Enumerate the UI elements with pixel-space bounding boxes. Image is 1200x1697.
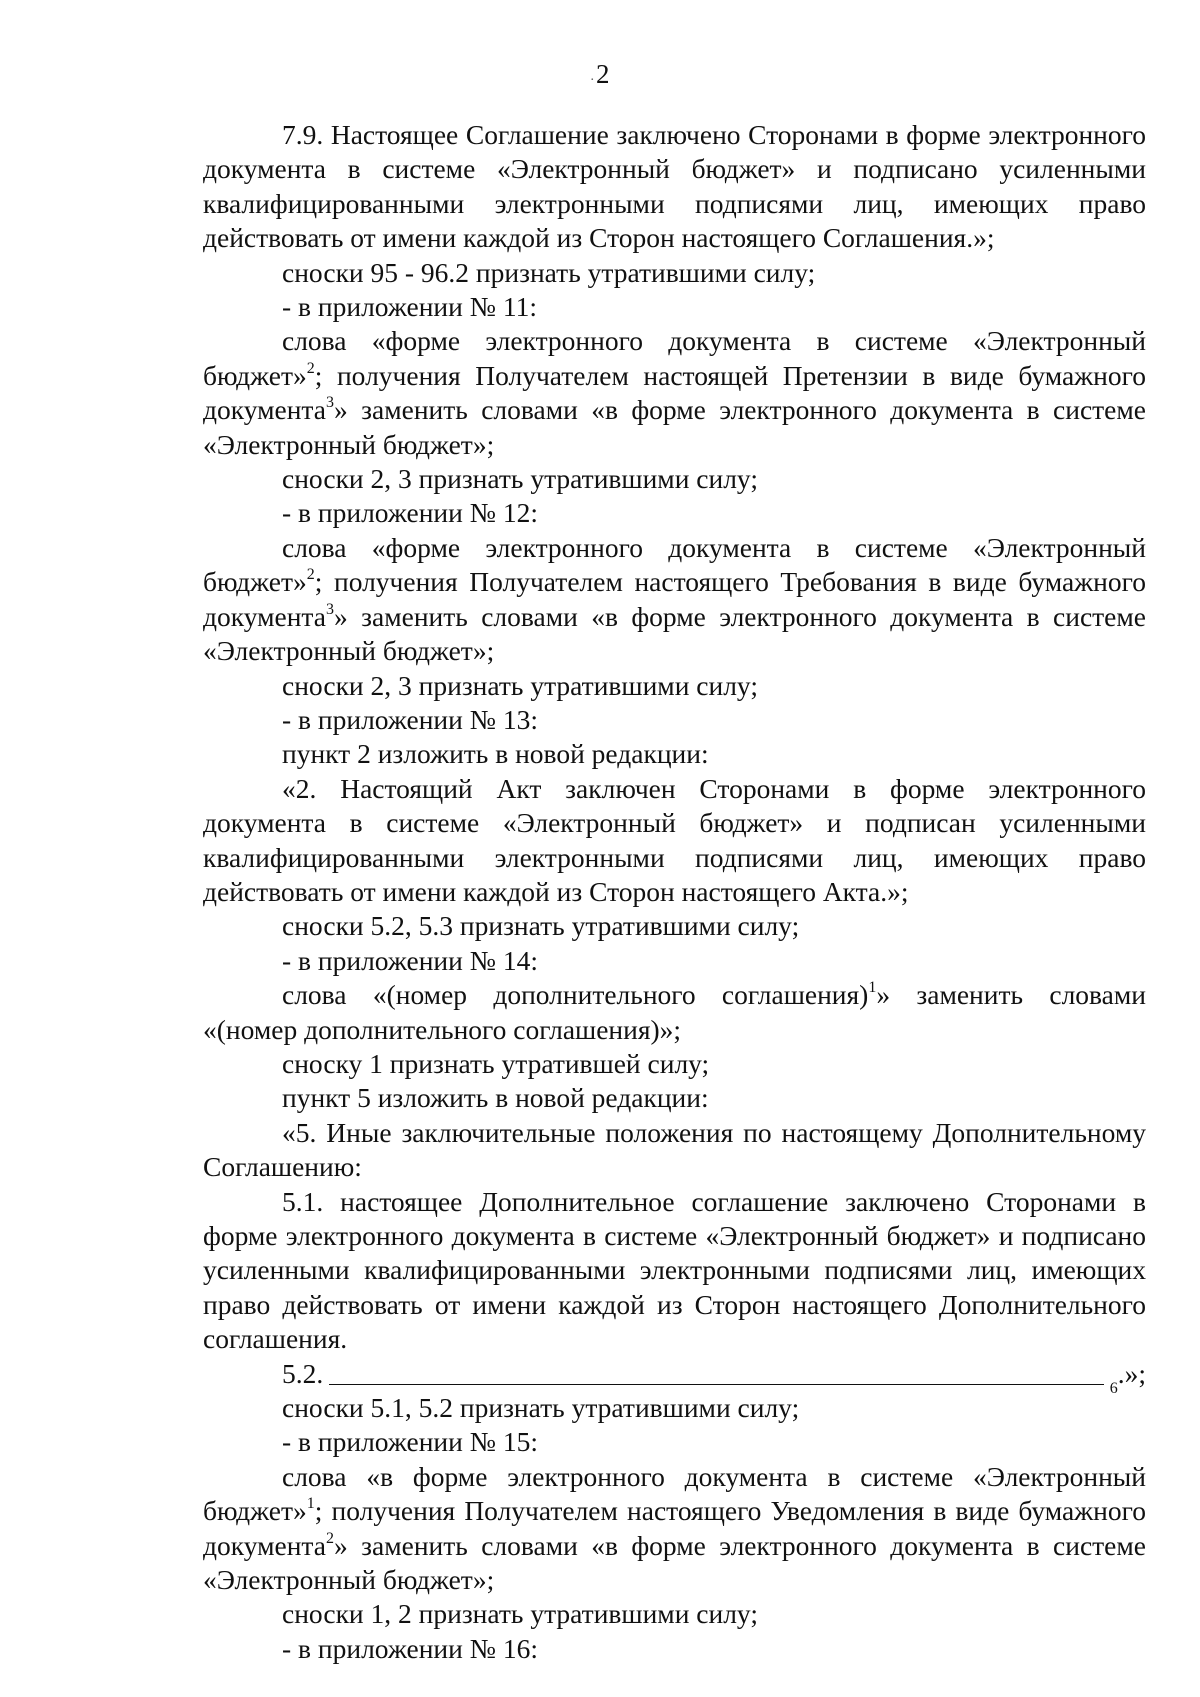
paragraph: сноски 2, 3 признать утратившими силу; xyxy=(282,463,758,495)
paragraph-text: » заменить словами «в форме электронного документа в системе «Электронный бюджет»; xyxy=(203,600,1146,667)
paragraph: «2. Настоящий Акт заключен Сторонами в форме электронного документа в системе «Электронный бюджет» и подписан усиленными квалифицированными электронными подписями лиц, имеющих право действовать от имени каждой из Сторон настоящего Акта.»; xyxy=(203,772,1146,907)
paragraph-text: слова «форме электронного документа в системе «Электронный бюджет» xyxy=(203,531,1146,598)
paragraph xyxy=(203,1460,1146,1598)
footnote-ref: 2 xyxy=(326,1529,334,1547)
paragraph: сноски 1, 2 признать утратившими силу; xyxy=(282,1598,758,1630)
paragraph: сноски 95 - 96.2 признать утратившими силу; xyxy=(282,256,816,288)
paragraph: 7.9. Настоящее Соглашение заключено Сторонами в форме электронного документа в системе «Электронный бюджет» и подписано усиленными квалифицированными электронными подписями лиц, имеющих право действовать от имени каждой из Сторон настоящего Соглашения.»; xyxy=(203,119,1146,254)
clause-tail: .»; xyxy=(1117,1357,1146,1389)
paragraph-text: ; получения Получателем настоящей Претензии в виде бумажного документа xyxy=(203,359,1146,426)
paragraph: сноску 1 признать утратившей силу; xyxy=(282,1047,710,1079)
paragraph-text: слова «в форме электронного документа в системе «Электронный бюджет» xyxy=(203,1460,1146,1527)
paragraph-text: » заменить словами «(номер дополнительного соглашения)»; xyxy=(203,979,1146,1045)
document-body xyxy=(203,118,1146,1666)
paragraph: 5.2. $^6$ .»; xyxy=(282,1357,1146,1398)
paragraph: - в приложении № 15: xyxy=(282,1426,538,1458)
footnote-ref: 3 xyxy=(326,394,334,412)
page-number-value: 2 xyxy=(596,59,610,89)
paragraph: пункт 2 изложить в новой редакции: xyxy=(282,738,709,770)
paragraph: - в приложении № 16: xyxy=(282,1632,538,1664)
paragraph-text: ; получения Получателем настоящего Требования в виде бумажного документа xyxy=(203,566,1146,632)
footnote-ref: 2 xyxy=(306,359,315,377)
paragraph-text: » заменить словами «в форме электронного документа в системе «Электронный бюджет»; xyxy=(203,394,1146,460)
clause-number: 5.2. xyxy=(282,1357,324,1389)
footnote-ref: 1 xyxy=(306,1495,315,1513)
footnote-ref: 1 xyxy=(868,979,877,996)
page-number xyxy=(0,58,1200,93)
paragraph-text: ; получения Получателем настоящего Уведомления в виде бумажного документа xyxy=(203,1495,1146,1561)
paragraph xyxy=(203,978,1146,1047)
paragraph-text: слова «(номер дополнительного соглашения) xyxy=(282,979,869,1011)
paragraph: - в приложении № 13: xyxy=(282,703,538,735)
page-number-prefix: . xyxy=(590,68,594,84)
paragraph-text: слова «форме электронного документа в системе «Электронный бюджет» xyxy=(203,325,1146,391)
paragraph xyxy=(203,531,1146,669)
paragraph xyxy=(203,324,1146,462)
footnote-ref: 3 xyxy=(326,600,334,618)
paragraph: «5. Иные заключительные положения по настоящему Дополнительному Соглашению: xyxy=(203,1116,1146,1183)
blank-fill-line xyxy=(329,1358,1103,1385)
paragraph: - в приложении № 14: xyxy=(282,944,538,976)
paragraph: сноски 5.1, 5.2 признать утратившими силу; xyxy=(282,1392,800,1424)
paragraph: 5.1. настоящее Дополнительное соглашение заключено Сторонами в форме электронного документа в системе «Электронный бюджет» и подписано усиленными квалифицированными электронными подписями лиц, имеющих право действовать от имени каждой из Сторон настоящего Дополнительного соглашения. xyxy=(203,1185,1146,1355)
paragraph: сноски 2, 3 признать утратившими силу; xyxy=(282,669,758,701)
paragraph: сноски 5.2, 5.3 признать утратившими силу; xyxy=(282,910,800,942)
paragraph: - в приложении № 12: xyxy=(282,497,538,529)
paragraph: - в приложении № 11: xyxy=(282,291,537,323)
paragraph-text: » заменить словами «в форме электронного документа в системе «Электронный бюджет»; xyxy=(203,1529,1146,1596)
paragraph: пункт 5 изложить в новой редакции: xyxy=(282,1082,709,1114)
footnote-ref: 2 xyxy=(306,566,315,584)
